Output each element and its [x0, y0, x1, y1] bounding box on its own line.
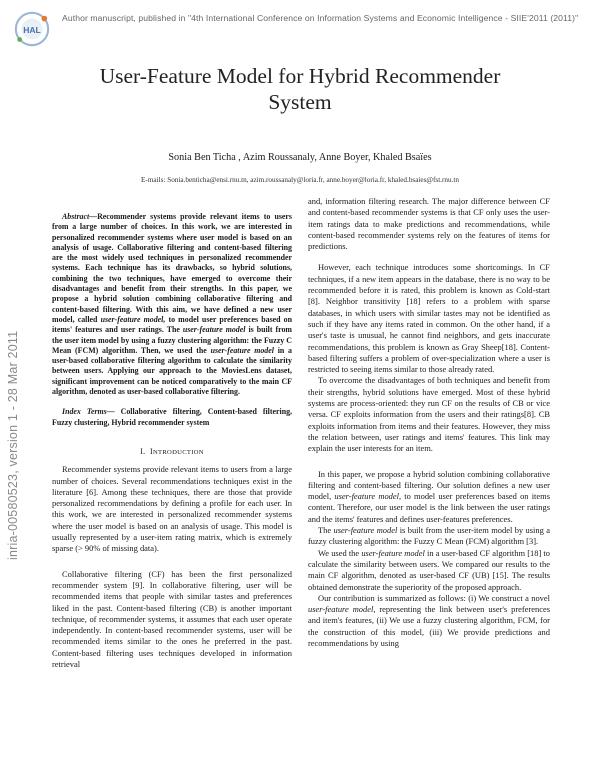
body-paragraph-r3: To overcome the disadvantages of both techniques and benefit from their strengths, hybrid solutions have emerged. Most of these hybrid systems are process-oriented: they run CF on the results of CB or vice versa. CF exploits information from the users and their ratings[8]. CB exploits information from items and their features. However, they miss the relation between, user ratings and items' features. This link may explain the user interests for an item.: [308, 375, 550, 454]
r6-text-b: in a user-based CF algorithm [18] to calculate the similarity between users. We compared our results to the main CF algorithm, denoted as user-based CF (UB) [15]. The results obtained demonstrate the superiority of the proposed approach.: [308, 547, 550, 592]
left-column: [52, 212, 292, 670]
intro-paragraph-2: Collaborative filtering (CF) has been the first personalized recommender system [9]. In collaborative filtering, user will be recommended items that people with similar tastes and preferences liked in the past. Content-based filtering (CB) is another important technique, of recommender systems, it assumes that each user operate independently. In content-based recommender systems, user will be recommended items similar to the ones he preferred in the past. Content-based filtering uses techniques developed in information retrieval: [52, 568, 292, 669]
r5-em: user-feature model: [333, 525, 398, 536]
index-terms-text: — Collaborative filtering, Content-based filtering, Fuzzy clustering, Hybrid recommender system: [52, 407, 292, 427]
hal-cc-logo-icon: [13, 10, 51, 48]
body-paragraph-r7: [308, 593, 550, 649]
r4-em: user-feature model: [334, 491, 399, 502]
index-terms: [52, 407, 292, 428]
r6-text-a: We used the: [318, 547, 362, 558]
r4-text-b: , to model user preferences based on items content. Therefore, our user model is the link between the user ratings and the items' features and defines user-features preferences.: [308, 491, 550, 524]
r6-em: user-feature model: [361, 547, 425, 558]
abstract-em-1: user-feature model,: [100, 314, 166, 324]
manuscript-header: Author manuscript, published in "4th International Conference on Information Systems and Economic Intelligence - SIIE'2011 (2011)": [62, 13, 579, 23]
side-stamp: inria-00580523, version 1 - 28 Mar 2011: [6, 330, 20, 560]
r4-text-a: In this paper, we propose a hybrid solution combining collaborative filtering and content-based filtering. Our solution defines a new user model,: [308, 468, 550, 502]
section-initial: I: [149, 446, 153, 456]
abstract: [52, 212, 292, 397]
author-emails: E-mails: Sonia.benticha@ensi.rnu.tn, azim.roussanaly@loria.fr, anne.boyer@loria.fr, khaled.bsaies@fst.rnu.tn: [141, 176, 459, 184]
r5-text-a: The: [318, 525, 334, 536]
body-paragraph-r1: and, information filtering research. The major difference between CF and content-based recommender systems is that CF only uses the user-item ratings data to make predictions and recommendations, while content-based recommender systems rely on the features of items for predictions.: [308, 196, 550, 252]
abstract-text-2: to model user preferences based on items' features and user ratings. The: [52, 314, 293, 335]
body-paragraph-r5: [308, 525, 550, 548]
section-heading-introduction: [52, 446, 292, 458]
right-column: [308, 196, 550, 649]
body-paragraph-r4: [308, 469, 550, 525]
intro-paragraph-1: Recommender systems provide relevant items to users from a large number of choices. Several recommendations techniques exist in the literature [6]. Among these techniques, there are those that provide personalized recommendations by defining a profile for each user. In this work, we are interested in personalized recommender systems where the user model is based on an analysis of usage. This model is usually represented by a user-item rating matrix, which is extremely sparse (> 90% of missing data).: [52, 464, 292, 554]
paper-authors: Sonia Ben Ticha , Azim Roussanaly, Anne Boyer, Khaled Bsaïes: [168, 152, 432, 163]
r5-text-b: is built from the user-item model by using a fuzzy clustering algorithm: the Fuzzy C Mean (FCM) algorithm [3].: [308, 525, 550, 547]
r7-text-b: , representing the link between user's preferences and item's features, (ii) We use a fuzzy clustering algorithm, FCM, for the construction of this model, (iii) We provide predictions and recommendations by using: [308, 604, 550, 648]
r7-text-a: Our contribution is summarized as follows: (i) We construct a novel: [318, 592, 550, 603]
abstract-em-3: user-feature model: [210, 345, 274, 355]
body-paragraph-r2: However, each technique introduces some shortcomings. In CF techniques, if a new item appears in the database, there is no way to be recommended before it is rated, this problem is known as Cold-start [8]. Neighbor transitivity [18] refers to a problem with sparse databases, in which users with similar tastes may not be identified as such if they have any items rated in common. On the other hand, if a user's taste is unusual, he cannot find neighbors, and gets inaccurate recommendations, this problem is known as Gray Sheep[18]. Content-based filtering suffers a problem of over-specialization where a user is restricted to seeing items similar to those already rated.: [308, 262, 550, 375]
abstract-text-3: is built from the user item model by using a fuzzy clustering algorithm: the Fuzzy C Mean (FCM) algorithm. Then, we used the: [52, 325, 292, 355]
logo-text: HAL: [23, 24, 41, 35]
section-rest: NTRODUCTION: [152, 448, 204, 456]
section-number: I.: [140, 446, 146, 456]
r7-em: user-feature model: [308, 604, 374, 615]
abstract-label: Abstract—: [62, 212, 98, 221]
abstract-em-2: user-feature model: [182, 325, 246, 335]
abstract-text-4: in a user-based collaborative filtering algorithm to calculate the similarity between users. Applying our approach to the MoviesLens dataset, significant improvement can be noticed comparatively to the main CF algorithm, denoted as user-based collaborative filtering.: [52, 345, 292, 397]
body-paragraph-r6: [308, 548, 550, 593]
index-terms-label: Index Terms: [62, 407, 107, 417]
abstract-text-1: Recommender systems provide relevant items to users from a large number of choices. In this work, we are interested in personalized recommender systems where user model is based on an analysis of usage. Collaborative filtering and content-based filtering are the most widely used techniques in personalized recommender systems. Each technique has its drawbacks, so hybrid solutions, combining the two techniques, have emerged to overcome their disadvantages and benefit from their strengths. In this paper, we propose a hybrid solution combining collaborative filtering and content-based filtering. With this aim, we have defined a new user model, called: [52, 212, 292, 324]
paper-title: User-Feature Model for Hybrid Recommender System: [99, 64, 501, 114]
